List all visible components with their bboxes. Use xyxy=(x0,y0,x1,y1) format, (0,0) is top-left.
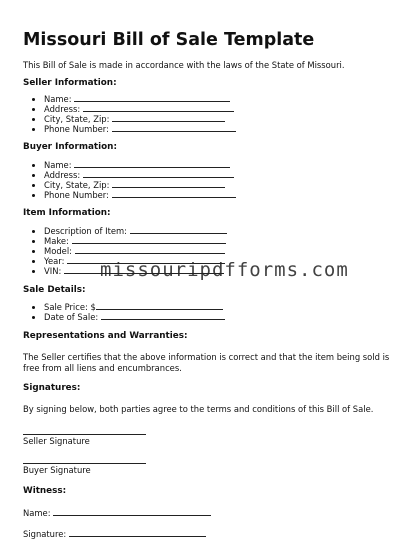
witness-signature-field: Signature: xyxy=(23,529,403,540)
seller-city-line[interactable] xyxy=(112,114,225,122)
seller-heading: Seller Information: xyxy=(23,78,117,88)
seller-phone-field: • Phone Number: xyxy=(44,124,403,134)
seller-address-line[interactable] xyxy=(83,104,234,112)
buyer-address-line[interactable] xyxy=(83,170,234,178)
reps-text: The Seller certifies that the above information is correct and that the item being sold is free from all liens and encumbrances. xyxy=(23,352,390,373)
item-heading: Item Information: xyxy=(23,208,111,218)
witness-signature-line[interactable] xyxy=(69,529,206,537)
signatures-text: By signing below, both parties agree to the terms and conditions of this Bill of Sale. xyxy=(23,404,374,414)
buyer-phone-field: • Phone Number: xyxy=(44,190,403,200)
buyer-address-field: • Address: xyxy=(44,170,403,180)
document-page xyxy=(23,30,403,540)
buyer-heading: Buyer Information: xyxy=(23,142,117,152)
item-description-line[interactable] xyxy=(130,226,227,234)
item-make-line[interactable] xyxy=(72,236,226,244)
seller-address-field: • Address: xyxy=(44,104,403,114)
seller-signature-line[interactable] xyxy=(23,434,146,435)
seller-name-line[interactable] xyxy=(74,94,230,102)
item-make-field: • Make: xyxy=(44,236,403,246)
watermark-text: missouripdfforms.com xyxy=(100,259,349,281)
intro-text: This Bill of Sale is made in accordance with the laws of the State of Missouri. xyxy=(23,60,345,70)
reps-heading: Representations and Warranties: xyxy=(23,331,188,341)
seller-signature-label: Seller Signature xyxy=(23,436,90,446)
seller-city-field: • City, State, Zip: xyxy=(44,114,403,124)
sale-price-line[interactable] xyxy=(96,302,223,310)
sale-date-field: • Date of Sale: xyxy=(44,312,403,322)
buyer-city-line[interactable] xyxy=(112,180,225,188)
sale-date-line[interactable] xyxy=(101,312,225,320)
item-model-line[interactable] xyxy=(75,246,225,254)
buyer-signature-line[interactable] xyxy=(23,463,146,464)
sale-heading: Sale Details: xyxy=(23,285,86,295)
buyer-city-field: • City, State, Zip: xyxy=(44,180,403,190)
seller-name-field: • Name: xyxy=(44,94,403,104)
witness-name-field: Name: xyxy=(23,508,403,519)
sale-field-list xyxy=(23,302,403,322)
seller-field-list xyxy=(23,94,403,134)
buyer-field-list xyxy=(23,160,403,200)
buyer-phone-line[interactable] xyxy=(112,190,236,198)
item-vin-field: • VIN: xyxy=(44,266,403,276)
buyer-name-line[interactable] xyxy=(74,160,230,168)
witness-name-line[interactable] xyxy=(53,508,211,516)
witness-heading: Witness: xyxy=(23,486,67,496)
sale-price-field: • Sale Price: $ xyxy=(44,302,403,312)
document-title: Missouri Bill of Sale Template xyxy=(23,30,315,50)
buyer-name-field: • Name: xyxy=(44,160,403,170)
seller-phone-line[interactable] xyxy=(112,124,236,132)
item-year-field: • Year: xyxy=(44,256,403,266)
signatures-heading: Signatures: xyxy=(23,383,81,393)
item-model-field: • Model: xyxy=(44,246,403,256)
item-description-field: • Description of Item: xyxy=(44,226,403,236)
buyer-signature-label: Buyer Signature xyxy=(23,465,91,475)
